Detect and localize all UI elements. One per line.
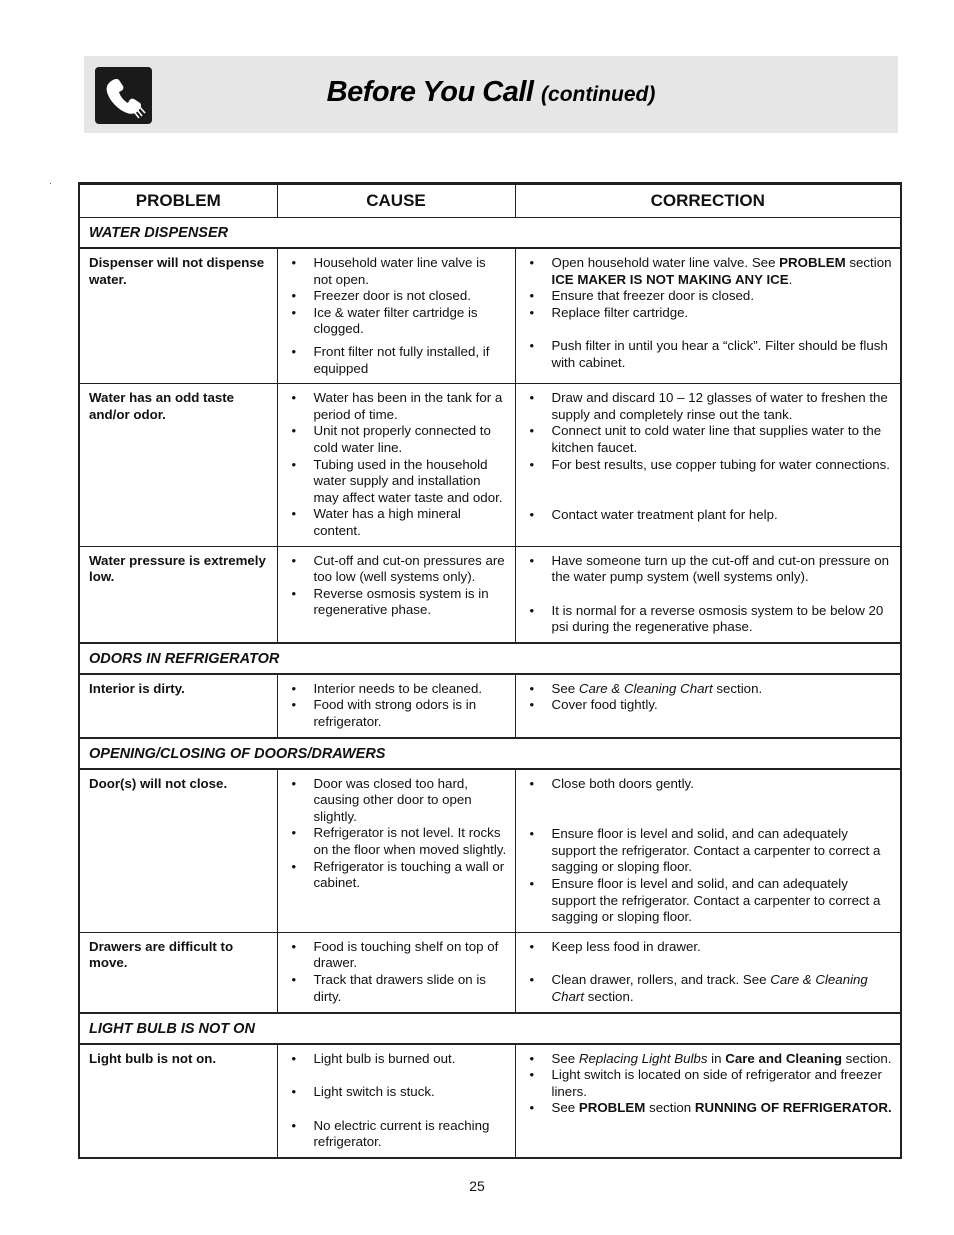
correction-item: • Push filter in until you hear a “click”. Filter should be flush with cabinet.	[524, 338, 893, 371]
title-main: Before You Call	[326, 76, 534, 108]
cause-item: • No electric current is reaching refrigerator.	[286, 1118, 507, 1151]
scan-mark	[50, 183, 51, 184]
correction-cell	[515, 248, 900, 384]
correction-item: • Connect unit to cold water line that supplies water to the kitchen faucet.	[524, 423, 893, 456]
cause-item: • Water has been in the tank for a period of time.	[286, 390, 507, 423]
section-title-odors: ODORS IN REFRIGERATOR	[80, 643, 900, 674]
cause-cell	[277, 769, 515, 933]
page-number: 25	[469, 1178, 485, 1194]
cause-item: • Light bulb is burned out.	[286, 1051, 507, 1068]
cause-cell	[277, 674, 515, 738]
cause-item: • Track that drawers slide on is dirty.	[286, 972, 507, 1005]
problem-cell: Interior is dirty.	[80, 674, 277, 738]
cause-item: • Refrigerator is not level. It rocks on the floor when moved slightly.	[286, 825, 507, 858]
column-header-correction: CORRECTION	[515, 185, 900, 218]
correction-item: • Clean drawer, rollers, and track. See Care & Cleaning Chart section.	[524, 972, 893, 1005]
correction-item: • See PROBLEM section RUNNING OF REFRIGERATOR.	[524, 1100, 893, 1117]
cause-item: • Refrigerator is touching a wall or cabinet.	[286, 859, 507, 892]
table-row	[80, 932, 900, 1012]
correction-cell	[515, 769, 900, 933]
cause-item: • Freezer door is not closed.	[286, 288, 507, 305]
problem-cell: Water pressure is extremely low.	[80, 546, 277, 643]
section-row	[80, 1013, 900, 1044]
column-header-cause: CAUSE	[277, 185, 515, 218]
correction-cell	[515, 546, 900, 643]
section-row	[80, 218, 900, 249]
cause-item: • Tubing used in the household water supply and installation may affect water taste and odor.	[286, 457, 507, 507]
correction-item: • See Care & Cleaning Chart section.	[524, 681, 893, 698]
correction-item: • Keep less food in drawer.	[524, 939, 893, 956]
cause-item: • Ice & water filter cartridge is clogged.	[286, 305, 507, 338]
section-row	[80, 738, 900, 769]
cause-cell	[277, 1044, 515, 1157]
correction-item: • Contact water treatment plant for help.	[524, 507, 893, 524]
correction-item: • Cover food tightly.	[524, 697, 893, 714]
cause-item: • Door was closed too hard, causing other door to open slightly.	[286, 776, 507, 826]
correction-item: • Open household water line valve. See PROBLEM section ICE MAKER IS NOT MAKING ANY ICE.	[524, 255, 893, 288]
cause-item: • Water has a high mineral content.	[286, 506, 507, 539]
correction-item: • Replace filter cartridge.	[524, 305, 893, 322]
correction-cell	[515, 932, 900, 1012]
correction-item: • For best results, use copper tubing for water connections.	[524, 457, 893, 474]
cause-item: • Food is touching shelf on top of drawer.	[286, 939, 507, 972]
cause-item: • Front filter not fully installed, if equipped	[286, 344, 507, 377]
cause-cell	[277, 546, 515, 643]
cause-item: • Household water line valve is not open.	[286, 255, 507, 288]
correction-item: • Ensure floor is level and solid, and can adequately support the refrigerator. Contact a carpenter to correct a sagging or sloping floor.	[524, 826, 893, 876]
table-row	[80, 546, 900, 643]
cause-item: • Light switch is stuck.	[286, 1084, 507, 1101]
title-continued: (continued)	[541, 83, 656, 106]
cause-item: • Food with strong odors is in refrigerator.	[286, 697, 507, 730]
correction-item: • Have someone turn up the cut-off and cut-on pressure on the water pump system (well systems only).	[524, 553, 893, 586]
cause-item: • Unit not properly connected to cold water line.	[286, 423, 507, 456]
page-title	[84, 76, 898, 109]
correction-item: • See Replacing Light Bulbs in Care and Cleaning section.	[524, 1051, 893, 1068]
cause-cell	[277, 384, 515, 546]
cause-item: • Reverse osmosis system is in regenerative phase.	[286, 586, 507, 619]
correction-cell	[515, 674, 900, 738]
table-header-row	[80, 185, 900, 218]
correction-item: • Ensure floor is level and solid, and can adequately support the refrigerator. Contact a carpenter to correct a sagging or sloping floor.	[524, 876, 893, 926]
troubleshooting-table	[78, 182, 902, 1159]
correction-item: • Ensure that freezer door is closed.	[524, 288, 893, 305]
problem-cell: Door(s) will not close.	[80, 769, 277, 933]
cause-item: • Cut-off and cut-on pressures are too low (well systems only).	[286, 553, 507, 586]
section-row	[80, 643, 900, 674]
section-title-doors-drawers: OPENING/CLOSING OF DOORS/DRAWERS	[80, 738, 900, 769]
correction-cell	[515, 1044, 900, 1157]
correction-cell	[515, 384, 900, 546]
table-row	[80, 1044, 900, 1157]
table-row	[80, 248, 900, 384]
section-title-water-dispenser: WATER DISPENSER	[80, 218, 900, 249]
correction-item: • It is normal for a reverse osmosis system to be below 20 psi during the regenerative phase.	[524, 603, 893, 636]
cause-cell	[277, 932, 515, 1012]
problem-cell: Dispenser will not dispense water.	[80, 248, 277, 384]
table-row	[80, 674, 900, 738]
problem-cell: Light bulb is not on.	[80, 1044, 277, 1157]
table-row	[80, 384, 900, 546]
problem-cell: Drawers are difficult to move.	[80, 932, 277, 1012]
cause-item: • Interior needs to be cleaned.	[286, 681, 507, 698]
correction-item: • Close both doors gently.	[524, 776, 893, 793]
table-row	[80, 769, 900, 933]
correction-item: • Draw and discard 10 – 12 glasses of water to freshen the supply and completely rinse out the tank.	[524, 390, 893, 423]
section-title-light-bulb: LIGHT BULB IS NOT ON	[80, 1013, 900, 1044]
correction-item: • Light switch is located on side of refrigerator and freezer liners.	[524, 1067, 893, 1100]
column-header-problem: PROBLEM	[80, 185, 277, 218]
header-banner	[84, 56, 898, 133]
problem-cell: Water has an odd taste and/or odor.	[80, 384, 277, 546]
cause-cell	[277, 248, 515, 384]
